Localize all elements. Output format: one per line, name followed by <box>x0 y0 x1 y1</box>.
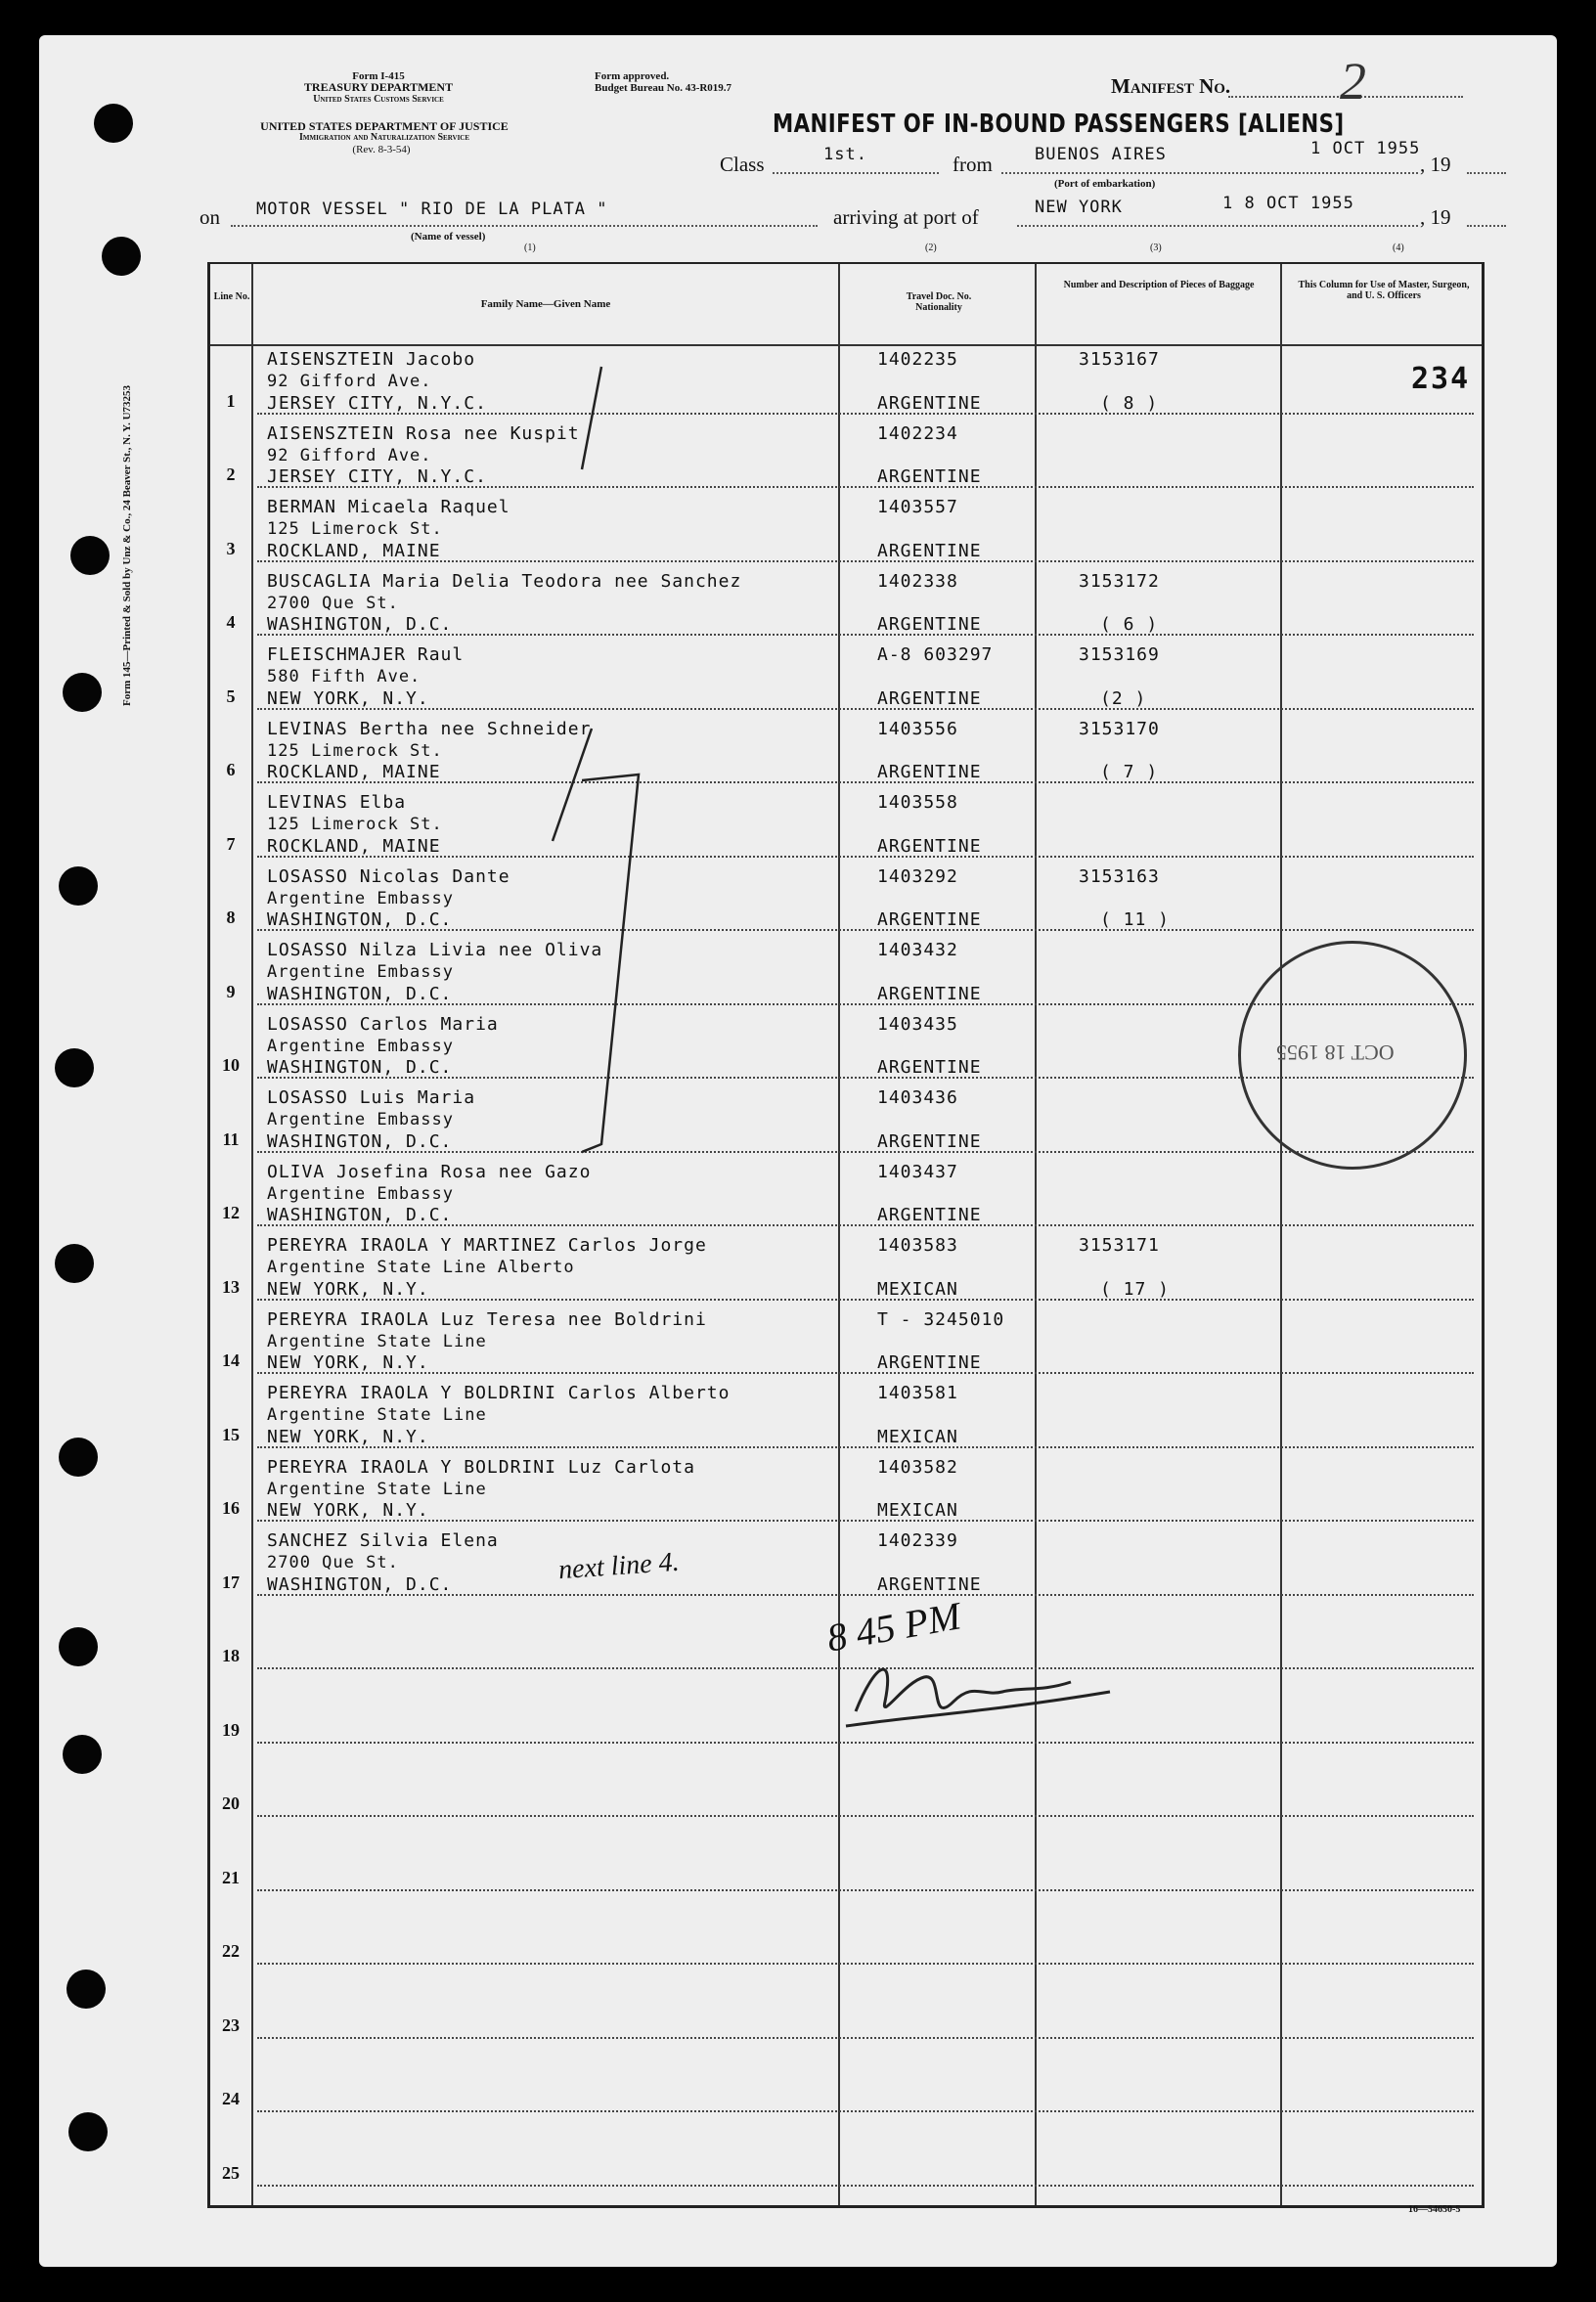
table-row <box>210 568 1482 642</box>
address-line-1: 580 Fifth Ave. <box>267 667 421 686</box>
table-row <box>210 863 1482 938</box>
travel-doc-number: 1402234 <box>877 422 958 444</box>
on-label: on <box>200 205 220 229</box>
address-line-1: 125 Limerock St. <box>267 740 443 761</box>
nationality: ARGENTINE <box>877 909 982 930</box>
arriving-label: arriving at port of <box>833 205 979 229</box>
travel-doc-number: 1403437 <box>877 1161 958 1182</box>
passenger-name: BERMAN Micaela Raquel <box>267 497 510 517</box>
row-dotline <box>257 1372 1474 1374</box>
line-number: 24 <box>222 2089 240 2108</box>
travel-doc-number: 1403556 <box>877 718 958 739</box>
line-number: 18 <box>222 1646 240 1665</box>
column-header-line: Line No. <box>213 291 250 302</box>
address-line-2: WASHINGTON, D.C. <box>267 1205 453 1225</box>
row-dotline <box>257 2185 1474 2187</box>
passenger-table <box>207 262 1485 2208</box>
line-number: 15 <box>222 1424 240 1444</box>
line-number: 25 <box>222 2162 240 2183</box>
table-row <box>210 1823 1482 1897</box>
nationality: MEXICAN <box>877 1426 958 1447</box>
line-number: 13 <box>222 1276 240 1297</box>
column-header-name: Family Name—Given Name <box>480 298 611 310</box>
nationality: ARGENTINE <box>877 614 982 635</box>
travel-doc-number: 1403581 <box>877 1383 958 1403</box>
address-line-1: Argentine State Line <box>267 1405 487 1425</box>
table-row <box>210 1527 1482 1602</box>
travel-doc-number: 1403292 <box>877 865 958 887</box>
from-value: BUENOS AIRES <box>1035 145 1167 164</box>
baggage-pieces: ( 11 ) <box>1100 909 1171 930</box>
punch-hole <box>68 2112 108 2151</box>
line-number: 6 <box>226 760 236 779</box>
table-row <box>210 2045 1482 2119</box>
line-number: 23 <box>222 2014 240 2035</box>
column-number-4: (4) <box>1393 243 1404 253</box>
table-row <box>210 421 1482 495</box>
address-line-2: JERSEY CITY, N.Y.C. <box>267 466 487 487</box>
row-dotline <box>257 708 1474 710</box>
punch-hole <box>66 1970 106 2009</box>
row-dotline <box>257 1742 1474 1744</box>
passenger-name: LEVINAS Bertha nee Schneider <box>267 718 592 739</box>
passenger-name: LOSASSO Nilza Livia nee Oliva <box>267 940 603 960</box>
from-label: from <box>953 153 993 176</box>
table-row <box>210 1749 1482 1824</box>
dept-of-justice: UNITED STATES DEPARTMENT OF JUSTICE <box>260 119 509 133</box>
table-row <box>210 1232 1482 1306</box>
address-line-2: NEW YORK, N.Y. <box>267 1278 429 1300</box>
year-dots-1 <box>1467 172 1506 174</box>
baggage-pieces: (2 ) <box>1100 687 1147 709</box>
column-header-baggage: Number and Description of Pieces of Baggage <box>1063 280 1255 290</box>
address-line-1: 92 Gifford Ave. <box>267 445 432 465</box>
signature <box>836 1643 1130 1741</box>
row-dotline <box>257 2110 1474 2112</box>
address-line-2: WASHINGTON, D.C. <box>267 983 453 1004</box>
table-row <box>210 1454 1482 1528</box>
document-title: MANIFEST OF IN-BOUND PASSENGERS [ALIENS] <box>773 110 1345 139</box>
table-row <box>210 1970 1482 2045</box>
travel-doc-number: 1403435 <box>877 1013 958 1035</box>
address-line-1: 125 Limerock St. <box>267 815 443 834</box>
table-row <box>210 1159 1482 1233</box>
stamp-date: OCT 18 1955 <box>1276 1040 1395 1065</box>
baggage-number: 3153167 <box>1079 349 1160 370</box>
handwritten-time: 8 45 PM <box>823 1593 964 1660</box>
travel-doc-number: 1403582 <box>877 1456 958 1478</box>
row-dotline <box>257 1446 1474 1448</box>
printer-imprint: Form 145—Printed & Sold by Unz & Co., 24 Beaver St., N. Y. U73253 <box>121 384 133 706</box>
passenger-name: LOSASSO Luis Maria <box>267 1087 476 1108</box>
column-number-2: (2) <box>925 243 937 253</box>
address-line-2: WASHINGTON, D.C. <box>267 614 453 635</box>
column-number-1: (1) <box>524 243 536 253</box>
punch-hole <box>63 1735 102 1774</box>
address-line-2: NEW YORK, N.Y. <box>267 1352 429 1373</box>
passenger-name: LOSASSO Carlos Maria <box>267 1013 499 1035</box>
baggage-pieces: ( 17 ) <box>1100 1278 1171 1300</box>
table-row <box>210 1380 1482 1454</box>
table-row <box>210 1306 1482 1381</box>
line-number: 1 <box>226 390 236 411</box>
address-line-2: WASHINGTON, D.C. <box>267 1573 453 1595</box>
check-mark-1 <box>562 362 621 479</box>
table-row <box>210 2118 1482 2192</box>
nationality: ARGENTINE <box>877 1205 982 1225</box>
line-number: 5 <box>226 686 236 706</box>
budget-bureau: Budget Bureau No. 43-R019.7 <box>595 82 732 94</box>
table-row <box>210 716 1482 790</box>
address-line-1: Argentine Embassy <box>267 1110 454 1129</box>
address-line-1: 2700 Que St. <box>267 1553 399 1572</box>
table-row <box>210 1897 1482 1971</box>
passenger-name: PEREYRA IRAOLA Y MARTINEZ Carlos Jorge <box>267 1235 707 1256</box>
line-number: 8 <box>226 908 236 927</box>
passenger-name: BUSCAGLIA Maria Delia Teodora nee Sanchez <box>267 570 742 592</box>
travel-doc-number: 1402338 <box>877 570 958 592</box>
travel-doc-number: 1402235 <box>877 349 958 370</box>
address-line-2: NEW YORK, N.Y. <box>267 687 429 709</box>
line-number: 9 <box>226 981 236 1001</box>
passenger-name: PEREYRA IRAOLA Y BOLDRINI Luz Carlota <box>267 1456 695 1478</box>
line-number: 20 <box>222 1793 240 1813</box>
punch-hole <box>94 104 133 143</box>
year-suffix-1: , 19 <box>1420 153 1451 176</box>
address-line-1: Argentine Embassy <box>267 1036 454 1056</box>
line-number: 2 <box>226 465 236 484</box>
nationality: ARGENTINE <box>877 835 982 857</box>
address-line-2: WASHINGTON, D.C. <box>267 1130 453 1152</box>
baggage-pieces: ( 7 ) <box>1100 762 1159 782</box>
address-line-2: JERSEY CITY, N.Y.C. <box>267 392 487 414</box>
travel-doc-number: 1403557 <box>877 497 958 517</box>
nationality: ARGENTINE <box>877 762 982 782</box>
baggage-pieces: ( 8 ) <box>1100 392 1159 414</box>
check-mark-2 <box>543 724 601 851</box>
manifest-no-label: Manifest No. <box>1111 74 1231 98</box>
address-line-1: 125 Limerock St. <box>267 519 443 539</box>
line-number: 17 <box>222 1572 240 1592</box>
line-number: 12 <box>222 1203 240 1222</box>
class-label: Class <box>720 153 765 176</box>
vessel-dots <box>231 225 818 227</box>
inspection-stamp <box>1238 941 1467 1170</box>
nationality: ARGENTINE <box>877 1352 982 1373</box>
nationality: MEXICAN <box>877 1278 958 1300</box>
line-number: 16 <box>222 1498 240 1518</box>
line-number: 22 <box>222 1941 240 1961</box>
baggage-number: 3153172 <box>1079 570 1160 592</box>
ins-service: Immigration and Naturalization Service <box>298 132 470 143</box>
vessel-caption: (Name of vessel) <box>411 231 486 243</box>
nationality: ARGENTINE <box>877 1130 982 1152</box>
travel-doc-number: 1403432 <box>877 940 958 960</box>
line-number: 7 <box>226 833 236 854</box>
line-number: 14 <box>222 1350 240 1370</box>
address-line-2: NEW YORK, N.Y. <box>267 1426 429 1447</box>
class-value: 1st. <box>823 145 867 164</box>
vessel-name: MOTOR VESSEL " RIO DE LA PLATA " <box>256 199 608 219</box>
table-row <box>210 346 1482 421</box>
punch-hole <box>102 237 141 276</box>
line-number: 11 <box>222 1129 240 1149</box>
nationality: ARGENTINE <box>877 540 982 561</box>
row-dotline <box>257 2037 1474 2039</box>
revision-date: (Rev. 8-3-54) <box>352 144 411 155</box>
line-number: 19 <box>222 1719 240 1740</box>
baggage-number: 3153169 <box>1079 644 1160 665</box>
address-line-1: Argentine State Line <box>267 1331 487 1351</box>
customs-service: United States Customs Service <box>313 94 444 105</box>
punch-hole <box>55 1048 94 1087</box>
row-dotline <box>257 1963 1474 1965</box>
address-line-2: WASHINGTON, D.C. <box>267 1057 453 1078</box>
address-line-2: NEW YORK, N.Y. <box>267 1500 429 1521</box>
handwritten-note: next line 4. <box>557 1546 681 1586</box>
punch-hole <box>55 1244 94 1283</box>
year-dots-2 <box>1467 225 1506 227</box>
baggage-number: 3153171 <box>1079 1235 1160 1256</box>
address-line-1: 92 Gifford Ave. <box>267 372 432 391</box>
address-line-2: ROCKLAND, MAINE <box>267 835 441 857</box>
treasury-department: TREASURY DEPARTMENT <box>303 80 454 94</box>
baggage-number: 3153170 <box>1079 718 1160 739</box>
officer-note: 234 <box>1411 362 1471 396</box>
passenger-name: AISENSZTEIN Rosa nee Kuspit <box>267 422 580 444</box>
baggage-pieces: ( 6 ) <box>1100 614 1159 635</box>
nationality: ARGENTINE <box>877 983 982 1004</box>
form-approved: Form approved. <box>595 70 670 82</box>
nationality: ARGENTINE <box>877 466 982 487</box>
row-dotline <box>257 1299 1474 1301</box>
form-number: Form I-415 <box>352 70 405 82</box>
passenger-name: LEVINAS Elba <box>267 792 407 813</box>
passenger-name: AISENSZTEIN Jacobo <box>267 349 476 370</box>
embarkation-caption: (Port of embarkation) <box>1054 178 1156 190</box>
punch-hole <box>59 866 98 906</box>
passenger-name: PEREYRA IRAOLA Luz Teresa nee Boldrini <box>267 1308 707 1330</box>
line-number: 10 <box>222 1055 240 1075</box>
travel-doc-number: 1402339 <box>877 1530 958 1551</box>
table-row <box>210 642 1482 716</box>
arrival-port: NEW YORK <box>1035 198 1123 217</box>
footer-code: 16—54650-5 <box>1408 2204 1461 2215</box>
passenger-name: PEREYRA IRAOLA Y BOLDRINI Carlos Alberto <box>267 1383 731 1403</box>
line-number: 4 <box>226 612 236 632</box>
arrival-date: 1 8 OCT 1955 <box>1222 194 1354 213</box>
column-header-travel: Travel Doc. No. Nationality <box>906 291 972 313</box>
travel-doc-number: T - 3245010 <box>877 1308 1005 1330</box>
nationality: ARGENTINE <box>877 687 982 709</box>
punch-hole <box>70 536 110 575</box>
from-dots <box>1001 172 1418 174</box>
baggage-number: 3153163 <box>1079 865 1160 887</box>
address-line-1: 2700 Que St. <box>267 593 399 613</box>
travel-doc-number: 1403558 <box>877 792 958 813</box>
passenger-name: OLIVA Josefina Rosa nee Gazo <box>267 1161 592 1182</box>
line-number: 21 <box>222 1867 240 1887</box>
nationality: ARGENTINE <box>877 392 982 414</box>
port-dots <box>1017 225 1418 227</box>
row-dotline <box>257 1520 1474 1522</box>
row-dotline <box>257 1889 1474 1891</box>
address-line-1: Argentine Embassy <box>267 1183 454 1204</box>
punch-hole <box>59 1438 98 1477</box>
address-line-1: Argentine State Line <box>267 1479 487 1499</box>
address-line-2: ROCKLAND, MAINE <box>267 762 441 782</box>
passenger-name: FLEISCHMAJER Raul <box>267 644 465 665</box>
address-line-2: WASHINGTON, D.C. <box>267 909 453 930</box>
manifest-no-value: 2 <box>1340 52 1366 111</box>
punch-hole <box>63 673 102 712</box>
line-number: 3 <box>226 538 236 558</box>
address-line-1: Argentine Embassy <box>267 888 454 908</box>
column-number-3: (3) <box>1150 243 1162 253</box>
row-dotline <box>257 1815 1474 1817</box>
passenger-name: LOSASSO Nicolas Dante <box>267 865 510 887</box>
passenger-name: SANCHEZ Silvia Elena <box>267 1530 499 1551</box>
punch-hole <box>59 1627 98 1666</box>
nationality: ARGENTINE <box>877 1057 982 1078</box>
table-row <box>210 789 1482 863</box>
class-dots <box>773 172 939 174</box>
address-line-1: Argentine Embassy <box>267 962 454 982</box>
column-header-officers: This Column for Use of Master, Surgeon, and U. S. Officers <box>1298 280 1470 301</box>
address-line-1: Argentine State Line Alberto <box>267 1258 575 1277</box>
table-row <box>210 494 1482 568</box>
departure-date: 1 OCT 1955 <box>1310 139 1421 158</box>
nationality: MEXICAN <box>877 1500 958 1521</box>
address-line-2: ROCKLAND, MAINE <box>267 540 441 561</box>
nationality: ARGENTINE <box>877 1573 982 1595</box>
travel-doc-number: 1403583 <box>877 1235 958 1256</box>
travel-doc-number: A-8 603297 <box>877 644 994 665</box>
year-suffix-2: , 19 <box>1420 205 1451 229</box>
travel-doc-number: 1403436 <box>877 1087 958 1108</box>
